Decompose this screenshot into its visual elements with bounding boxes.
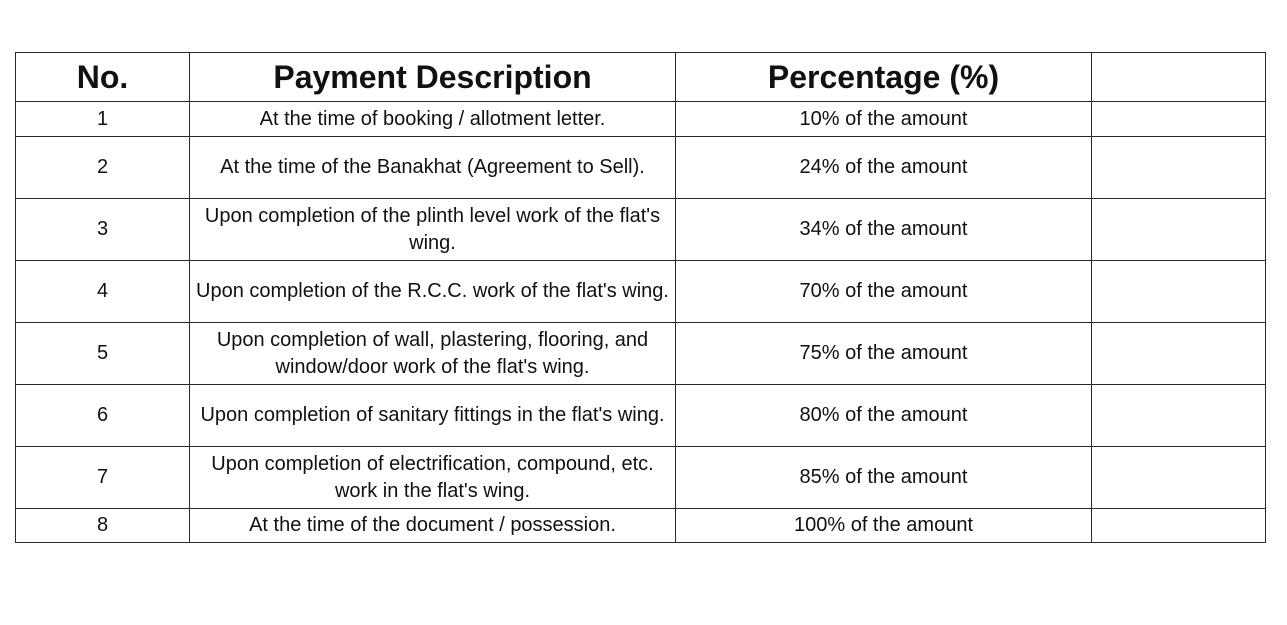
cell-description: Upon completion of electrification, compound, etc. work in the flat's wing. (190, 447, 676, 509)
cell-no: 7 (16, 447, 190, 509)
cell-no: 1 (16, 102, 190, 137)
header-payment-description: Payment Description (190, 53, 676, 102)
table-header-row (16, 53, 1266, 102)
cell-empty (1092, 199, 1266, 261)
payment-schedule-table (15, 52, 1266, 543)
cell-no: 3 (16, 199, 190, 261)
cell-description: Upon completion of wall, plastering, flooring, and window/door work of the flat's wing. (190, 323, 676, 385)
table-row (16, 447, 1266, 509)
cell-percentage: 24% of the amount (676, 137, 1092, 199)
cell-percentage: 70% of the amount (676, 261, 1092, 323)
cell-no: 8 (16, 509, 190, 543)
cell-percentage: 100% of the amount (676, 509, 1092, 543)
cell-description: Upon completion of sanitary fittings in the flat's wing. (190, 385, 676, 447)
cell-empty (1092, 323, 1266, 385)
cell-description: At the time of booking / allotment letter. (190, 102, 676, 137)
cell-description: At the time of the Banakhat (Agreement to Sell). (190, 137, 676, 199)
cell-empty (1092, 137, 1266, 199)
table-row (16, 261, 1266, 323)
cell-percentage: 75% of the amount (676, 323, 1092, 385)
cell-empty (1092, 385, 1266, 447)
table-row (16, 323, 1266, 385)
table-row (16, 199, 1266, 261)
cell-empty (1092, 509, 1266, 543)
cell-description: Upon completion of the R.C.C. work of the flat's wing. (190, 261, 676, 323)
cell-description: At the time of the document / possession. (190, 509, 676, 543)
cell-percentage: 10% of the amount (676, 102, 1092, 137)
cell-percentage: 34% of the amount (676, 199, 1092, 261)
table-row (16, 509, 1266, 543)
header-no: No. (16, 53, 190, 102)
cell-no: 2 (16, 137, 190, 199)
table-row (16, 137, 1266, 199)
cell-no: 6 (16, 385, 190, 447)
cell-percentage: 80% of the amount (676, 385, 1092, 447)
header-empty (1092, 53, 1266, 102)
cell-empty (1092, 447, 1266, 509)
table-row (16, 102, 1266, 137)
cell-no: 5 (16, 323, 190, 385)
table-row (16, 385, 1266, 447)
cell-description: Upon completion of the plinth level work of the flat's wing. (190, 199, 676, 261)
header-percentage: Percentage (%) (676, 53, 1092, 102)
cell-percentage: 85% of the amount (676, 447, 1092, 509)
cell-empty (1092, 102, 1266, 137)
cell-no: 4 (16, 261, 190, 323)
cell-empty (1092, 261, 1266, 323)
